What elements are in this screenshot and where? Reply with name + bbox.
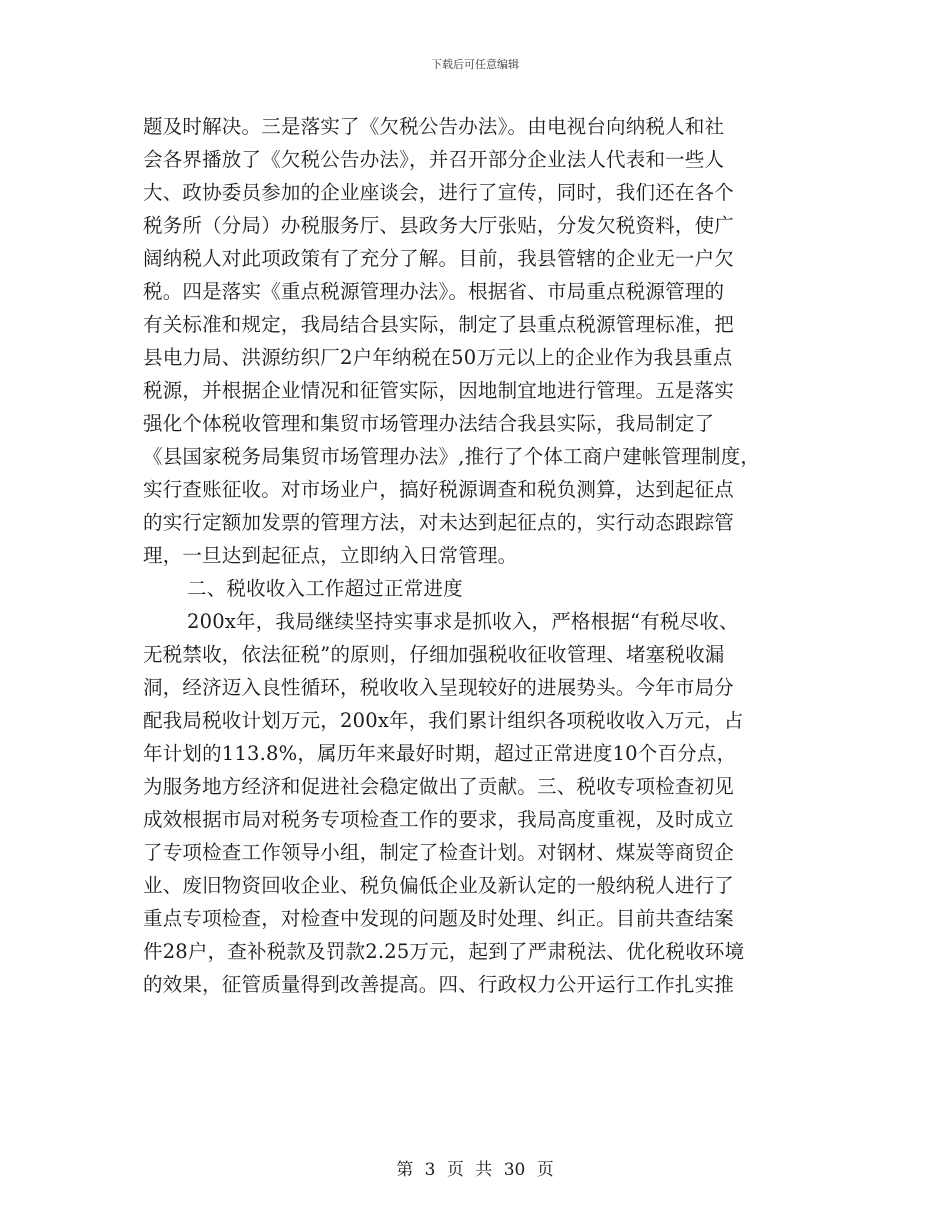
page-header-note: 下载后可任意编辑	[431, 58, 519, 71]
body-line: 实行查账征收。对市场业户，搞好税源调查和税负测算，达到起征点	[143, 478, 735, 501]
body-line: 阔纳税人对此项政策有了充分了解。目前，我县管辖的企业无一户欠	[143, 247, 735, 270]
body-line: 无税禁收，依法征税”的原则，仔细加强税收征收管理、堵塞税收漏	[143, 643, 725, 666]
body-line: 洞，经济迈入良性循环，税收收入呈现较好的进展势头。今年市局分	[143, 676, 735, 699]
body-line: 了专项检查工作领导小组，制定了检查计划。对钢材、煤炭等商贸企	[143, 841, 735, 864]
body-line: 理，一旦达到起征点，立即纳入日常管理。	[143, 544, 518, 567]
body-line: 税务所（分局）办税服务厅、县政务大厅张贴，分发欠税资料，使广	[143, 214, 735, 237]
page-number-footer: 第 3 页 共 30 页	[396, 1160, 554, 1180]
body-line: 重点专项检查，对检查中发现的问题及时处理、纠正。目前共查结案	[143, 907, 735, 930]
body-line: 大、政协委员参加的企业座谈会，进行了宣传，同时，我们还在各个	[143, 181, 735, 204]
section-heading: 二、税收收入工作超过正常进度	[187, 577, 463, 600]
body-line: 《县国家税务局集贸市场管理办法》,推行了个体工商户建帐管理制度，	[143, 445, 761, 468]
body-line: 税。四是落实《重点税源管理办法》。根据省、市局重点税源管理的	[143, 280, 725, 303]
body-line: 强化个体税收管理和集贸市场管理办法结合我县实际，我局制定了	[143, 412, 715, 435]
body-line: 税源，并根据企业情况和征管实际，因地制宜地进行管理。五是落实	[143, 379, 735, 402]
body-line: 业、废旧物资回收企业、税负偏低企业及新认定的一般纳税人进行了	[143, 874, 735, 897]
body-line: 件28户，查补税款及罚款2.25万元，起到了严肃税法、优化税收环境	[143, 940, 745, 963]
body-line: 县电力局、洪源纺织厂2户年纳税在50万元以上的企业作为我县重点	[143, 346, 733, 369]
body-line: 配我局税收计划万元，200x年，我们累计组织各项税收收入万元，占	[143, 709, 744, 732]
body-line: 有关标准和规定，我局结合县实际，制定了县重点税源管理标准，把	[143, 313, 735, 336]
body-line: 的实行定额加发票的管理方法，对未达到起征点的，实行动态跟踪管	[143, 511, 735, 534]
body-line: 200x年，我局继续坚持实事求是抓收入，严格根据“有税尽收、	[187, 610, 739, 633]
body-line: 的效果，征管质量得到改善提高。四、行政权力公开运行工作扎实推	[143, 973, 735, 996]
body-line: 年计划的113.8%，属历年来最好时期，超过正常进度10个百分点，	[143, 742, 737, 765]
document-body	[143, 110, 823, 1001]
body-line: 为服务地方经济和促进社会稳定做出了贡献。三、税收专项检查初见	[143, 775, 735, 798]
body-line: 题及时解决。三是落实了《欠税公告办法》。由电视台向纳税人和社	[143, 115, 725, 138]
body-line: 成效根据市局对税务专项检查工作的要求，我局高度重视，及时成立	[143, 808, 735, 831]
body-line: 会各界播放了《欠税公告办法》，并召开部分企业法人代表和一些人	[143, 148, 725, 171]
